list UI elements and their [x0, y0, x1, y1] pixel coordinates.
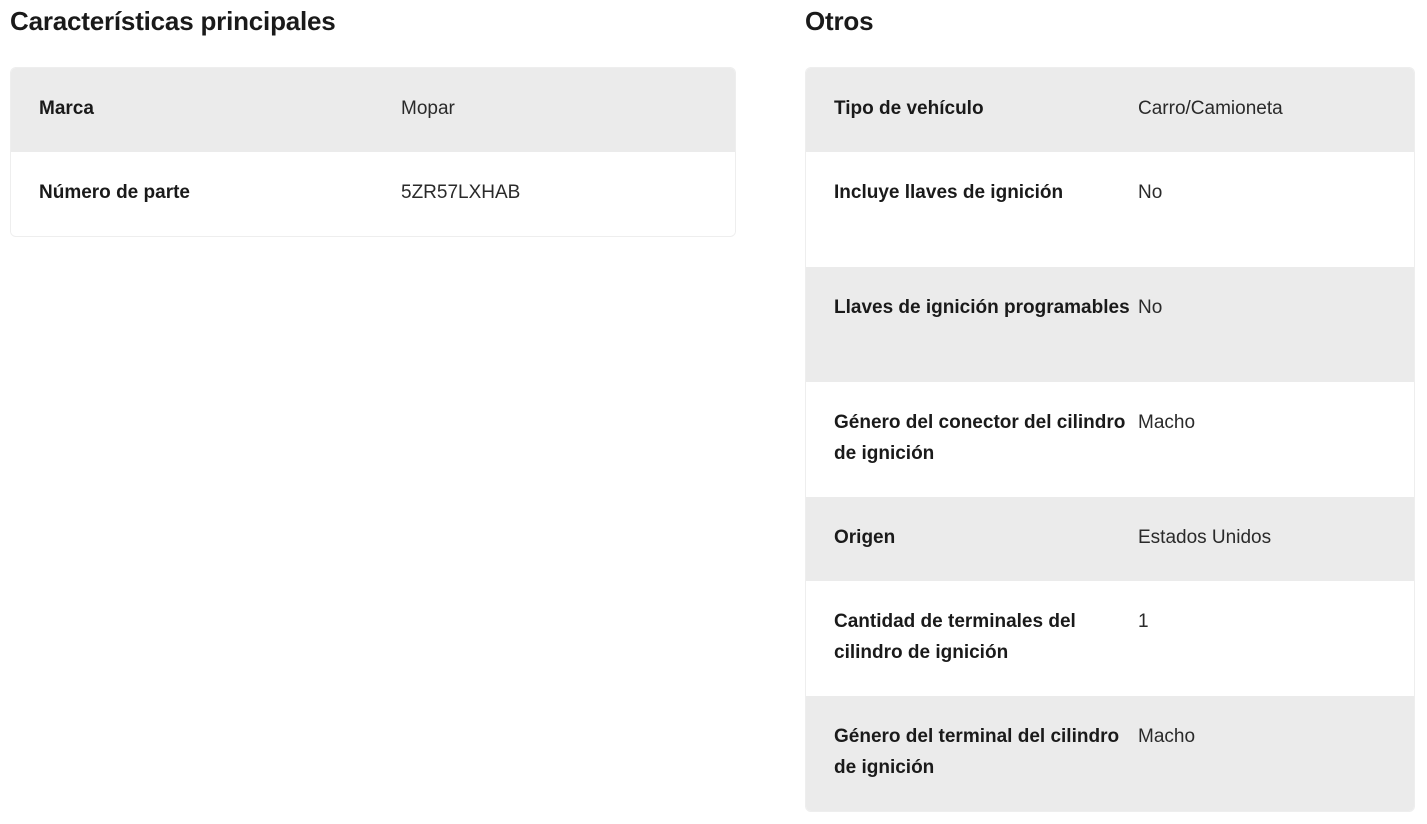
spec-value: Macho — [1138, 726, 1196, 747]
spec-row-terminal-count — [806, 581, 1414, 696]
spec-row-terminal-gender — [806, 696, 1414, 811]
spec-label: Número de parte — [39, 182, 190, 203]
others-section — [805, 0, 1415, 812]
spec-row-part-number — [11, 152, 735, 236]
spec-row-includes-keys — [806, 152, 1414, 267]
spec-row-vehicle-type — [806, 68, 1414, 152]
spec-row-programmable-keys — [806, 267, 1414, 382]
spec-value: No — [1138, 297, 1163, 318]
main-features-table — [10, 67, 736, 237]
spec-value: No — [1138, 182, 1163, 203]
spec-value: Estados Unidos — [1138, 527, 1272, 548]
others-title: Otros — [805, 6, 874, 36]
spec-row-connector-gender — [806, 382, 1414, 497]
spec-value: Macho — [1138, 412, 1196, 433]
main-features-section — [10, 0, 736, 237]
spec-label: Origen — [834, 527, 896, 548]
spec-label: Marca — [39, 98, 94, 119]
others-table — [805, 67, 1415, 812]
spec-label: Tipo de vehículo — [834, 98, 984, 119]
spec-value: 1 — [1138, 611, 1149, 632]
spec-label: Incluye llaves de ignición — [834, 182, 1064, 203]
spec-value: Mopar — [401, 98, 455, 119]
main-features-title: Características principales — [10, 6, 336, 36]
spec-label: Género del conector del cilindro de ignición — [834, 412, 1126, 464]
spec-row-origin — [806, 497, 1414, 581]
spec-value: Carro/Camioneta — [1138, 98, 1283, 119]
spec-value: 5ZR57LXHAB — [401, 182, 521, 203]
spec-row-brand — [11, 68, 735, 152]
spec-label: Llaves de ignición programables — [834, 297, 1130, 318]
spec-label: Cantidad de terminales del cilindro de ignición — [834, 611, 1076, 663]
spec-label: Género del terminal del cilindro de ignición — [834, 726, 1120, 778]
